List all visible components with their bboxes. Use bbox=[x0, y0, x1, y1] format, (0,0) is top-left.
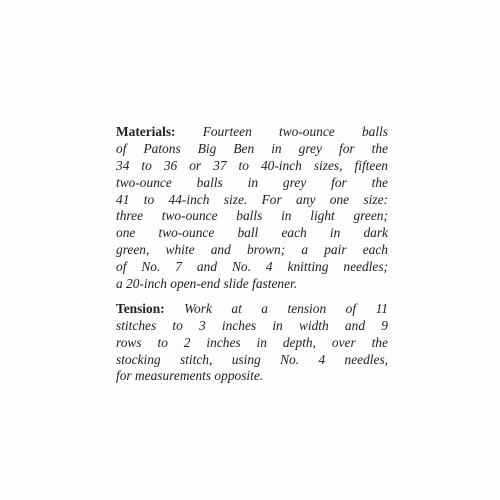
tension-line-text: for measurements opposite. bbox=[116, 368, 264, 384]
word: inches bbox=[206, 334, 241, 350]
word: and bbox=[196, 259, 218, 275]
word: ball bbox=[237, 225, 259, 241]
word: 44-inch bbox=[168, 191, 210, 207]
materials-line-3 bbox=[116, 158, 388, 175]
materials-line-9 bbox=[116, 259, 388, 276]
word: of bbox=[116, 140, 127, 156]
word: for bbox=[338, 140, 355, 156]
word: two-ounce bbox=[158, 225, 215, 241]
word: 7 bbox=[175, 259, 182, 275]
word: Fourteen bbox=[202, 124, 252, 139]
word: light bbox=[310, 208, 335, 224]
word: 37 bbox=[213, 157, 227, 173]
word: over bbox=[331, 334, 356, 350]
materials-line-5 bbox=[116, 192, 388, 209]
word: balls bbox=[361, 124, 388, 139]
word: tension bbox=[287, 300, 327, 316]
materials-label: Materials: bbox=[116, 124, 176, 139]
word: the bbox=[371, 334, 388, 350]
word: in bbox=[281, 208, 292, 224]
word: to bbox=[143, 191, 155, 207]
word: Work bbox=[184, 300, 212, 316]
word: pair bbox=[324, 242, 347, 258]
word: 41 bbox=[116, 191, 130, 207]
word: to bbox=[141, 157, 152, 173]
word: stitches bbox=[116, 317, 157, 333]
word: the bbox=[371, 140, 388, 156]
word: to bbox=[157, 334, 168, 350]
word: balls bbox=[236, 208, 263, 224]
word: to bbox=[238, 157, 249, 173]
word: No. bbox=[280, 351, 300, 367]
word: to bbox=[172, 317, 183, 333]
word: grey bbox=[298, 140, 322, 156]
word: size. bbox=[223, 191, 248, 207]
word: in bbox=[271, 140, 282, 156]
word: stitch, bbox=[179, 351, 213, 367]
word: two-ounce bbox=[278, 124, 335, 139]
tension-line-5 bbox=[116, 368, 388, 385]
paragraph-gap bbox=[116, 293, 388, 301]
word: 9 bbox=[381, 317, 388, 333]
word: or bbox=[189, 157, 202, 173]
word: 3 bbox=[199, 317, 206, 333]
tension-label: Tension: bbox=[116, 300, 165, 316]
word: needles, bbox=[344, 351, 388, 367]
word: balls bbox=[196, 174, 223, 190]
word: three bbox=[116, 208, 144, 224]
word: white bbox=[165, 242, 195, 258]
materials-paragraph bbox=[116, 124, 388, 293]
word: dark bbox=[363, 225, 388, 241]
word: in bbox=[329, 225, 341, 241]
word: for bbox=[331, 174, 347, 190]
word: each bbox=[362, 242, 388, 258]
tension-line-4 bbox=[116, 352, 388, 369]
word: Ben bbox=[233, 140, 255, 156]
word: Big bbox=[197, 140, 217, 156]
word: rows bbox=[116, 334, 142, 350]
word: and bbox=[344, 317, 366, 333]
word: a bbox=[301, 242, 309, 258]
word: one bbox=[329, 191, 350, 207]
word: at bbox=[231, 300, 242, 316]
tension-paragraph bbox=[116, 301, 388, 385]
word: depth, bbox=[282, 334, 316, 350]
tension-line-3 bbox=[116, 335, 388, 352]
word: green, bbox=[116, 242, 150, 258]
word: No. bbox=[141, 259, 161, 275]
word: any bbox=[296, 191, 316, 207]
word: needles; bbox=[343, 259, 388, 275]
word: 36 bbox=[163, 157, 178, 173]
word: using bbox=[231, 351, 261, 367]
word: two-ounce bbox=[116, 174, 172, 190]
word: a bbox=[261, 300, 268, 316]
materials-line-7 bbox=[116, 225, 388, 242]
word: each bbox=[281, 225, 307, 241]
pattern-text-block bbox=[116, 124, 388, 385]
word: size: bbox=[363, 191, 388, 207]
word: one bbox=[116, 225, 136, 241]
word: stocking bbox=[116, 351, 161, 367]
tension-line-2 bbox=[116, 318, 388, 335]
materials-line-6 bbox=[116, 208, 388, 225]
word: 4 bbox=[318, 351, 326, 367]
word: brown; bbox=[246, 242, 286, 258]
word: For bbox=[261, 191, 282, 207]
word: Patons bbox=[143, 140, 181, 156]
word: fifteen bbox=[354, 157, 388, 173]
word: 40-inch bbox=[260, 157, 302, 173]
word: two-ounce bbox=[161, 208, 218, 224]
word: and bbox=[210, 242, 231, 258]
word: in bbox=[247, 174, 259, 190]
word: grey bbox=[282, 174, 307, 190]
word: 11 bbox=[375, 300, 388, 316]
tension-line-1 bbox=[116, 301, 388, 318]
word: 34 bbox=[116, 157, 130, 173]
word: width bbox=[298, 317, 329, 333]
word: the bbox=[371, 174, 388, 190]
word: of bbox=[116, 259, 127, 275]
word: 4 bbox=[265, 259, 273, 275]
word: No. bbox=[231, 259, 251, 275]
word: green; bbox=[353, 208, 388, 224]
materials-line-2 bbox=[116, 141, 388, 158]
materials-line-10 bbox=[116, 276, 388, 293]
materials-line-1 bbox=[116, 124, 388, 141]
word: sizes, bbox=[313, 157, 343, 173]
word: in bbox=[272, 317, 283, 333]
materials-line-4 bbox=[116, 175, 388, 192]
word: inches bbox=[221, 317, 257, 333]
materials-line-text: a 20-inch open-end slide fastener. bbox=[116, 276, 298, 292]
word: 2 bbox=[183, 334, 191, 350]
word: knitting bbox=[287, 259, 329, 275]
materials-line-8 bbox=[116, 242, 388, 259]
word: of bbox=[345, 300, 357, 316]
word: in bbox=[256, 334, 267, 350]
